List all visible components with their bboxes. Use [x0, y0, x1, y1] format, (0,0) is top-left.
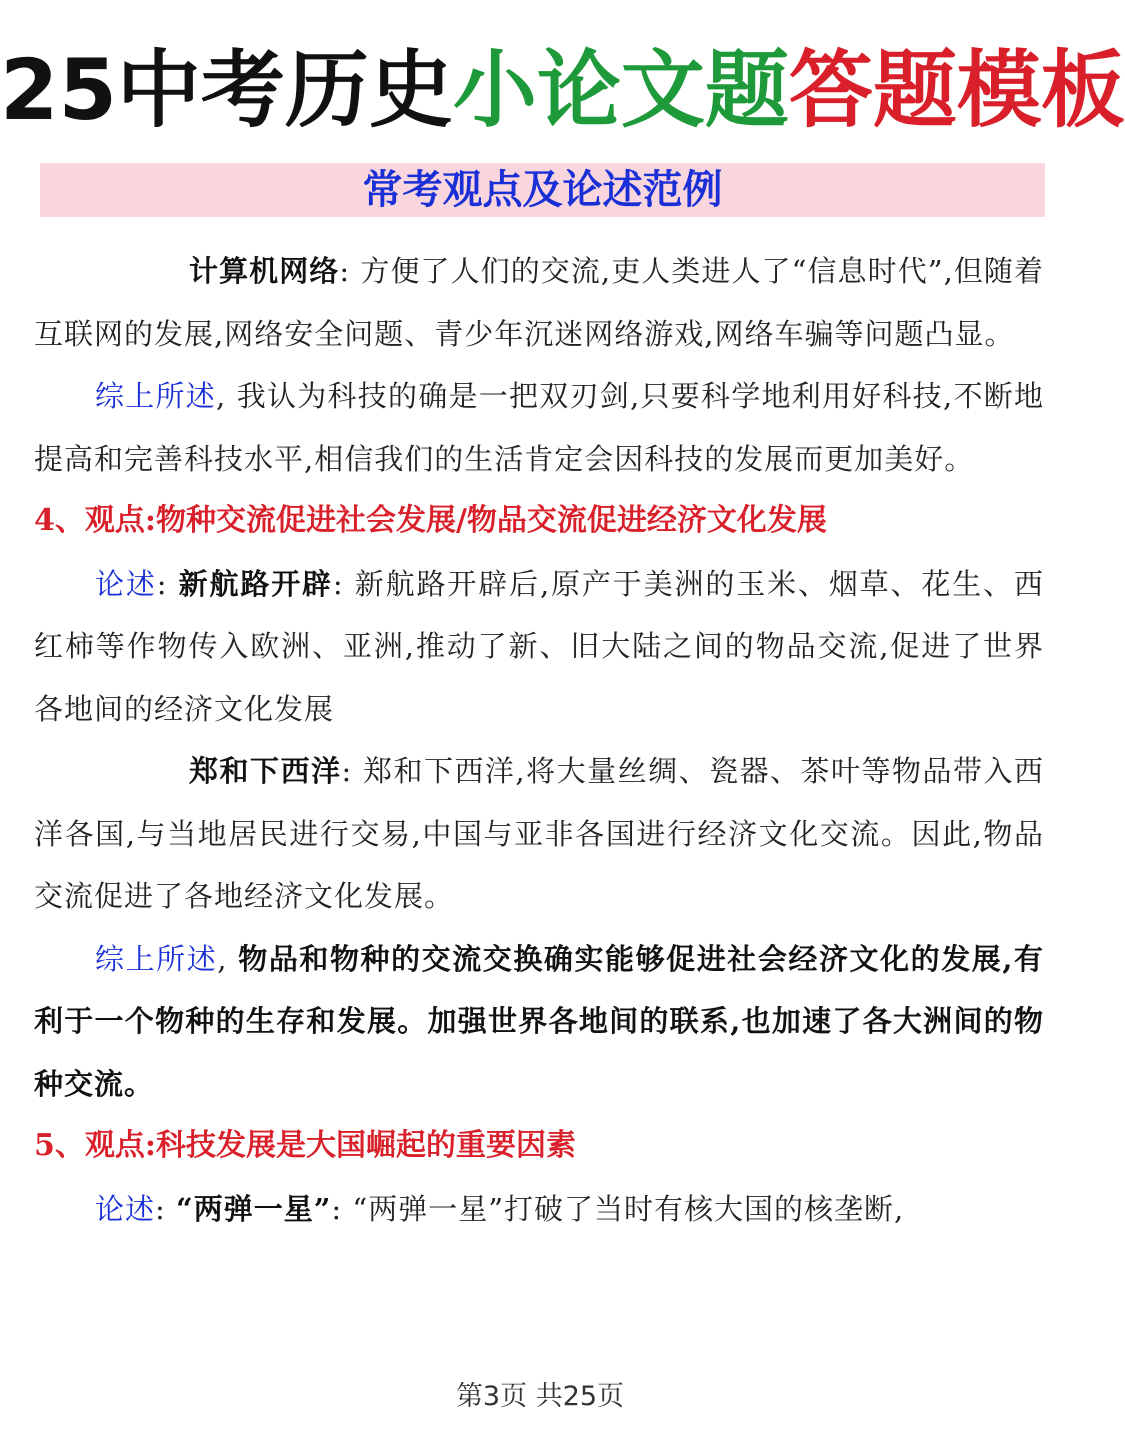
paragraph-new-sea-route	[34, 553, 1044, 741]
document-body	[34, 240, 1044, 1240]
paragraph-text: 方便了人们的交流,吏人类进人了“信息时代”,但随着互联网的发展,网络安全问题、青少年沉迷网络游戏,网络车骗等问题凸显。	[34, 254, 1044, 351]
title-part-green: 小论文题	[452, 41, 789, 139]
summary-label: 综上所述	[95, 941, 218, 976]
title-part-black: 25中考历史	[0, 41, 453, 139]
paragraph-text: 新航路开辟后,原产于美洲的玉米、烟草、花生、西红柿等作物传入欧洲、亚洲,推动了新、旧大陆之间的物品交流,促进了世界各地间的经济文化发展	[34, 566, 1044, 726]
paragraph-summary-tech	[34, 365, 1044, 490]
page-title	[0, 40, 1125, 140]
topic-label: “两弹一星”	[176, 1191, 332, 1226]
paragraph-text: 物品和物种的交流交换确实能够促进社会经济文化的发展,有利于一个物种的生存和发展。加强世界各地间的联系,也加速了各大洲间的物种交流。	[34, 941, 1044, 1101]
section-heading-5: 5、观点:科技发展是大国崛起的重要因素	[34, 1128, 576, 1163]
separator: :	[339, 254, 351, 288]
paragraph-zheng-he	[34, 740, 1044, 928]
page-number: 第3页 共25页	[455, 1381, 625, 1412]
paragraph-text: “两弹一星”打破了当时有核大国的核垄断,	[352, 1191, 905, 1226]
argument-label: 论述	[95, 566, 157, 601]
summary-label: 综上所述	[95, 379, 217, 413]
paragraph-computer-network	[34, 240, 1044, 365]
paragraph-text: 郑和下西洋,将大量丝绸、瓷器、茶叶等物品带入西洋各国,与当地居民进行交易,中国与亚非各国进行经济文化交流。因此,物品交流促进了各地经济文化发展。	[34, 754, 1044, 913]
paragraph-text: 我认为科技的确是一把双刃剑,只要科学地利用好科技,不断地提高和完善科技水平,相信我们的生活肯定会因科技的发展而更加美好。	[34, 379, 1044, 476]
separator: :	[341, 754, 353, 788]
separator: :	[156, 566, 168, 601]
paragraph-two-bombs	[34, 1178, 1044, 1241]
paragraph-summary-exchange	[34, 928, 1044, 1116]
separator: :	[331, 1191, 343, 1226]
section-heading-4: 4、观点:物种交流促进社会发展/物品交流促进经济文化发展	[34, 503, 827, 538]
subtitle-text: 常考观点及论述范例	[362, 166, 723, 213]
topic-label: 郑和下西洋	[189, 754, 342, 788]
topic-label: 计算机网络	[189, 254, 340, 288]
separator: :	[155, 1191, 166, 1226]
separator: ,	[217, 941, 228, 976]
title-part-red: 答题模板	[788, 41, 1125, 139]
argument-label: 论述	[95, 1191, 156, 1226]
separator: :	[332, 566, 344, 601]
subtitle-banner	[40, 163, 1045, 217]
separator: ,	[216, 379, 227, 413]
topic-label: 新航路开辟	[178, 566, 333, 601]
